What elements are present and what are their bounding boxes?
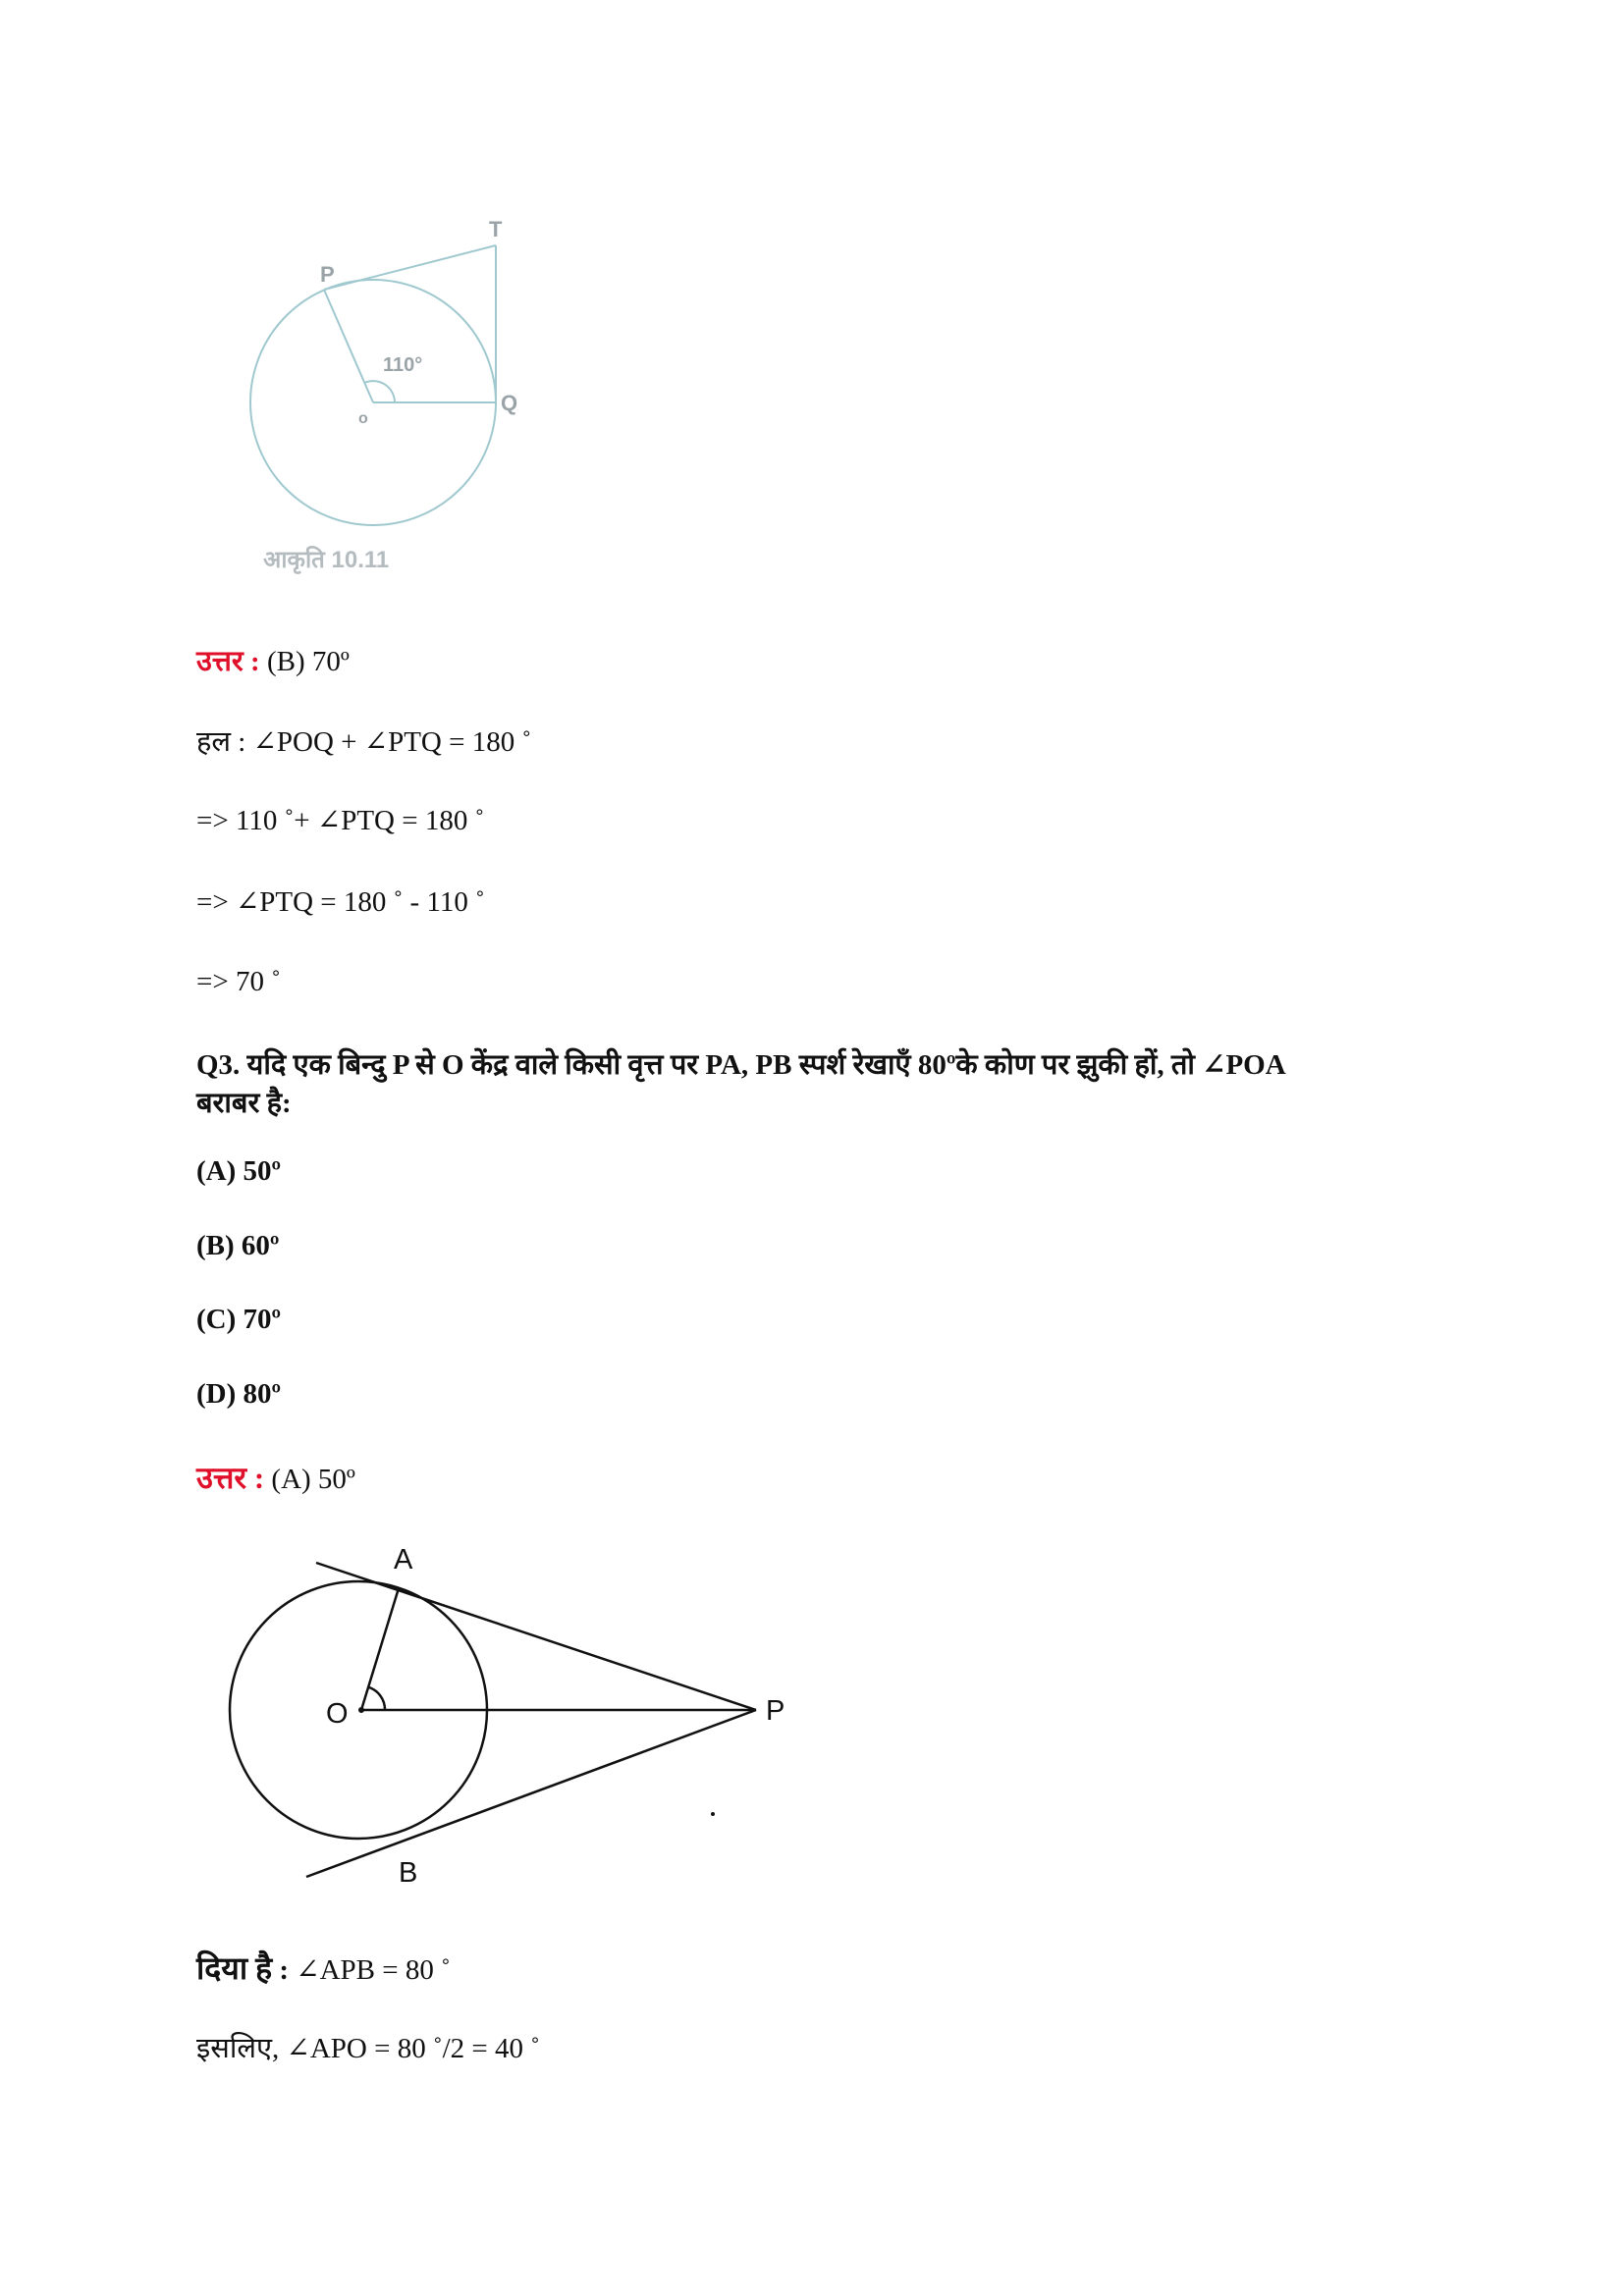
figure1-label-o: o (358, 410, 368, 427)
question-3-option-b: (B) 60º (196, 1230, 280, 1261)
figure2-label-p: P (766, 1695, 785, 1727)
answer-3-value: (A) 50º (271, 1464, 355, 1495)
figure1-label-p: P (320, 262, 335, 287)
question-3-option-d: (D) 80º (196, 1378, 282, 1410)
question-3-text-line-1: Q3. यदि एक बिन्दु P से O केंद्र वाले किसी वृत्त पर PA, PB स्पर्श रेखाएँ 80ºके कोण पर झुकी हों, तो ∠POA (196, 1049, 1286, 1081)
given-label: दिया है (196, 1950, 273, 1986)
answer-2 (196, 641, 350, 679)
solution-2-line-3: => ∠PTQ = 180 ˚ - 110 ˚ (196, 886, 485, 918)
figure1-label-t: T (489, 217, 503, 241)
given-line (196, 1947, 451, 1989)
figure1-label-q: Q (501, 391, 518, 415)
answer-3-label: उत्तर : (196, 1461, 265, 1495)
solution-2-line-1: हल : ∠POQ + ∠PTQ = 180 ˚ (196, 726, 532, 758)
question-3-text-line-2: बराबर है: (196, 1088, 292, 1119)
given-text: ∠APB = 80 ˚ (289, 1954, 451, 1986)
question-3-option-a: (A) 50º (196, 1155, 282, 1187)
answer-3 (196, 1457, 355, 1498)
figure2-label-o: O (326, 1698, 349, 1730)
figure2-label-b: B (399, 1857, 418, 1889)
given-colon: : (272, 1954, 290, 1986)
figure2-angle-arc (369, 1687, 385, 1710)
question-3-option-c: (C) 70º (196, 1304, 282, 1335)
figure-circle-tangents-2 (216, 1541, 825, 1895)
solution-2-line-4: => 70 ˚ (196, 966, 281, 997)
figure2-label-a: A (394, 1544, 413, 1575)
figure1-caption: आकृति 10.11 (263, 547, 390, 573)
figure2-tangent-pa (316, 1563, 756, 1710)
answer-2-value: (B) 70º (266, 646, 350, 677)
figure1-label-angle: 110° (383, 354, 423, 376)
answer-2-label: उत्तर : (196, 646, 260, 677)
solution-2-line-2: => 110 ˚+ ∠PTQ = 180 ˚ (196, 805, 485, 836)
figure2-radius-oa (361, 1588, 399, 1710)
figure-circle-tangents-1 (226, 201, 579, 594)
figure2-tangent-pb (306, 1710, 756, 1877)
figure2-center-point (358, 1707, 364, 1713)
figure2-stray-dot (711, 1812, 715, 1816)
therefore-line: इसलिए, ∠APO = 80 ˚/2 = 40 ˚ (196, 2033, 540, 2064)
figure1-tangent-pt (324, 245, 496, 290)
figure1-radius-op (324, 290, 373, 402)
